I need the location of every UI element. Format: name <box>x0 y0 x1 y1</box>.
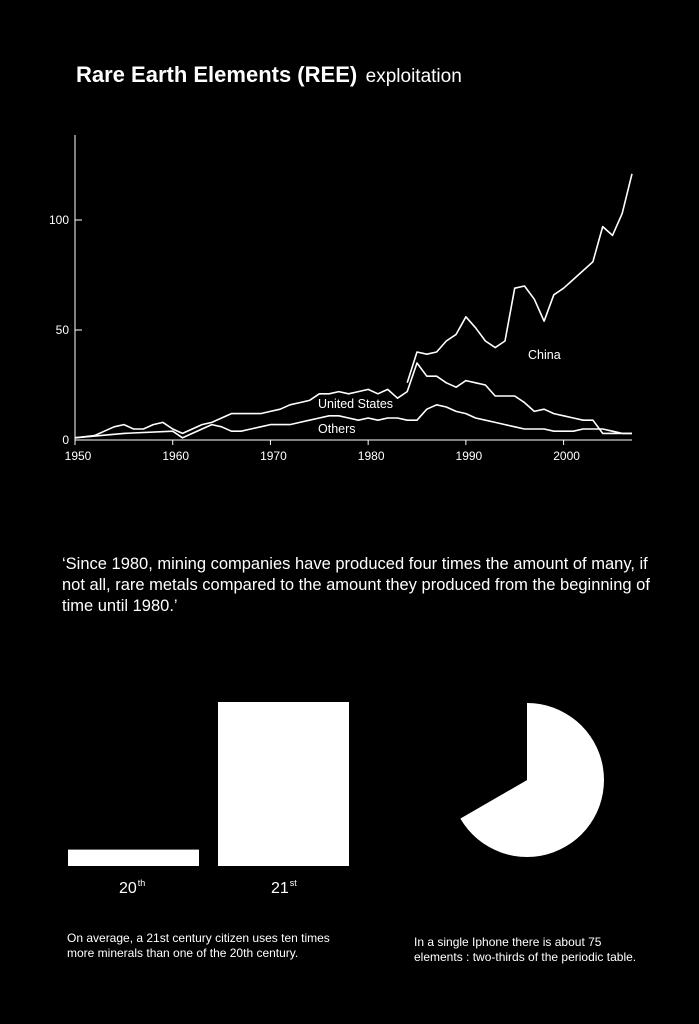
x-tick-label: 1980 <box>357 449 385 463</box>
pie-caption <box>414 935 636 965</box>
title-subtitle: exploitation <box>365 66 462 87</box>
bars-caption <box>67 931 330 961</box>
series-label-china: China <box>528 348 561 362</box>
pie-slice-two-thirds <box>460 703 604 857</box>
x-tick-label: 1990 <box>455 449 483 463</box>
bars-caption-line-2: more minerals than one of the 20th century. <box>67 946 299 960</box>
bar-label-20th <box>119 878 145 898</box>
x-tick-label: 2000 <box>553 449 580 463</box>
series-line-china <box>407 174 632 383</box>
x-tick-label: 1950 <box>64 449 92 463</box>
bar-label-20th-number: 20 <box>119 880 137 897</box>
bar-21 <box>218 702 349 866</box>
quote-text: ‘Since 1980, mining companies have produced four times the amount of many, if not all, rare metals compared to the amount they produced from the beginning of time until 1980.’ <box>62 555 650 615</box>
series-label-others: Others <box>318 422 356 436</box>
bar-20 <box>68 850 199 866</box>
pie-caption-line-2: elements : two-thirds of the periodic table. <box>414 950 637 964</box>
series-label-united-states: United States <box>318 397 394 411</box>
y-tick-label: 50 <box>55 323 69 337</box>
bars-caption-line-1: On average, a 21st century citizen uses ten times <box>67 931 330 945</box>
bar-label-20th-suffix: th <box>137 878 146 888</box>
x-tick-label: 1960 <box>162 449 190 463</box>
y-tick-label: 100 <box>48 213 69 227</box>
y-tick-label: 0 <box>62 433 69 447</box>
bar-label-21st-number: 21 <box>271 880 289 897</box>
title-main: Rare Earth Elements (REE) <box>76 62 358 87</box>
pie-slice-one-third <box>450 703 527 819</box>
pie-caption-line-1: In a single Iphone there is about 75 <box>414 935 602 949</box>
bar-label-21st <box>271 878 297 898</box>
x-tick-label: 1970 <box>260 449 287 463</box>
bar-label-21st-suffix: st <box>289 878 297 888</box>
